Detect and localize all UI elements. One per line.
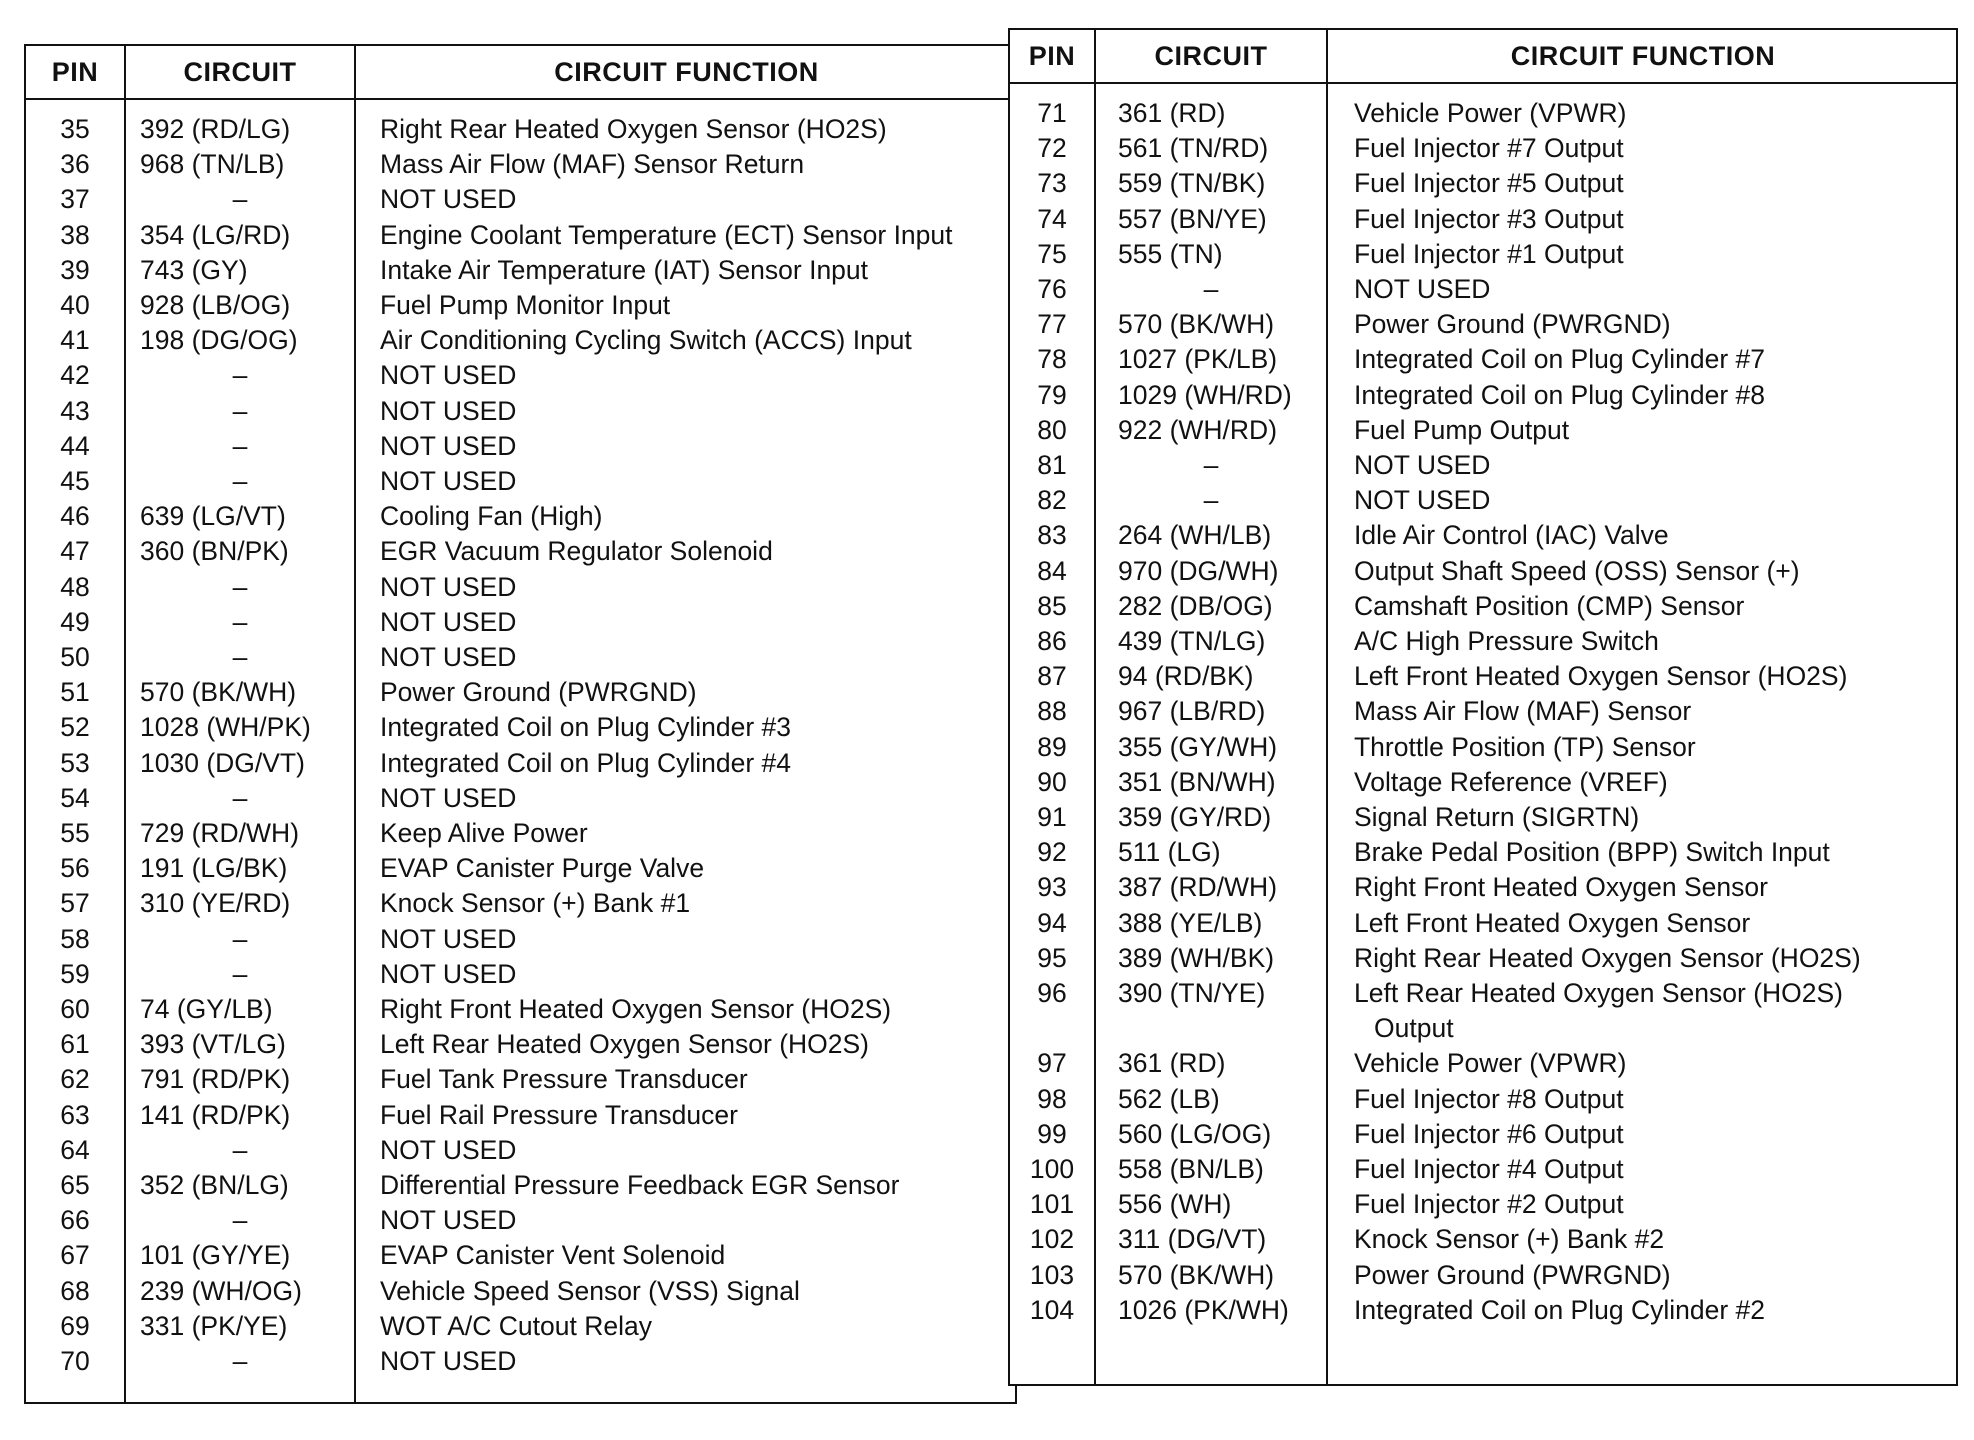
table-row (26, 886, 1015, 921)
circuit-cell: 922 (WH/RD) (1118, 414, 1278, 445)
circuit-column-header: CIRCUIT (183, 57, 297, 87)
circuit-cell: 359 (GY/RD) (1118, 802, 1272, 832)
table-row (1010, 1082, 1956, 1117)
table-row (26, 851, 1015, 886)
table-row (1010, 1293, 1956, 1328)
circuit-cell: 198 (DG/OG) (140, 325, 298, 356)
pin-cell: 54 (60, 782, 90, 813)
function-cell: Signal Return (SIGRTN) (1354, 802, 1640, 832)
table-row (26, 394, 1015, 429)
pin-cell: 98 (1037, 1083, 1067, 1114)
function-cell: EVAP Canister Vent Solenoid (380, 1240, 726, 1271)
function-cell: Mass Air Flow (MAF) Sensor Return (380, 149, 805, 180)
pin-cell: 80 (1037, 414, 1067, 445)
table-row (26, 429, 1015, 464)
circuit-cell: 561 (TN/RD) (1118, 133, 1269, 164)
circuit-cell: 393 (VT/LG) (140, 1029, 286, 1060)
left-table-header (26, 46, 1015, 100)
function-cell: Integrated Coil on Plug Cylinder #8 (1354, 379, 1765, 410)
pin-column-header: PIN (1028, 41, 1076, 71)
table-row (1010, 237, 1956, 272)
function-cell: Right Front Heated Oxygen Sensor (HO2S) (380, 994, 892, 1024)
function-cell: Right Rear Heated Oxygen Sensor (HO2S) (380, 114, 887, 144)
circuit-cell: – (232, 958, 248, 989)
function-cell: Fuel Rail Pressure Transducer (380, 1099, 738, 1130)
circuit-cell: 388 (YE/LB) (1118, 907, 1263, 938)
circuit-cell: – (232, 642, 248, 672)
pin-cell: 37 (60, 184, 90, 215)
table-row (1010, 624, 1956, 659)
circuit-cell: 555 (TN) (1118, 238, 1223, 269)
function-cell: Output (1374, 1013, 1454, 1044)
table-row (1010, 976, 1956, 1011)
function-cell: Fuel Injector #1 Output (1354, 238, 1624, 269)
pin-cell: 78 (1037, 344, 1067, 375)
pin-cell: 40 (60, 290, 90, 320)
circuit-cell: 392 (RD/LG) (140, 114, 291, 144)
table-row (26, 992, 1015, 1027)
pin-cell: 41 (60, 325, 90, 356)
circuit-cell: 389 (WH/BK) (1118, 942, 1275, 973)
pin-cell: 69 (60, 1310, 90, 1341)
function-cell: EGR Vacuum Regulator Solenoid (380, 536, 773, 567)
table-row (1010, 483, 1956, 518)
pin-cell: 36 (60, 149, 90, 180)
circuit-cell: 562 (LB) (1118, 1083, 1220, 1114)
circuit-cell: 352 (BN/LG) (140, 1170, 289, 1200)
table-row (1010, 1187, 1956, 1222)
pin-cell: 93 (1037, 872, 1067, 903)
pin-cell: 102 (1029, 1224, 1075, 1255)
circuit-cell: 360 (BN/PK) (140, 536, 289, 567)
circuit-cell: 743 (GY) (140, 254, 248, 285)
circuit-cell: 387 (RD/WH) (1118, 872, 1278, 903)
circuit-cell: 141 (RD/PK) (140, 1099, 291, 1130)
table-row (1010, 166, 1956, 201)
table-row (1010, 835, 1956, 870)
pin-cell: 92 (1037, 837, 1067, 868)
circuit-column-header: CIRCUIT (1154, 41, 1268, 71)
function-cell: Fuel Injector #2 Output (1354, 1189, 1624, 1220)
circuit-cell: – (232, 782, 248, 813)
pin-cell: 39 (60, 254, 90, 285)
table-row (1010, 906, 1956, 941)
pin-cell: 67 (60, 1240, 90, 1271)
circuit-cell: 791 (RD/PK) (140, 1064, 291, 1095)
function-cell: NOT USED (380, 642, 517, 672)
circuit-cell: 101 (GY/YE) (140, 1240, 291, 1271)
circuit-cell: – (1203, 485, 1219, 516)
table-row (26, 710, 1015, 745)
pin-cell: 76 (1037, 274, 1067, 304)
pin-cell: 57 (60, 888, 90, 919)
function-cell: Camshaft Position (CMP) Sensor (1354, 590, 1745, 621)
pin-cell: 60 (60, 994, 90, 1024)
function-cell: NOT USED (380, 430, 517, 461)
table-row (1010, 307, 1956, 342)
function-cell: Keep Alive Power (380, 818, 588, 848)
pin-cell: 52 (60, 712, 90, 743)
pin-cell: 101 (1029, 1189, 1075, 1220)
table-row (1010, 342, 1956, 377)
table-row (1010, 870, 1956, 905)
function-cell: Power Ground (PWRGND) (380, 677, 697, 708)
function-cell: Throttle Position (TP) Sensor (1354, 731, 1696, 762)
table-row (26, 1133, 1015, 1168)
table-row (26, 288, 1015, 323)
table-row (26, 112, 1015, 147)
pin-cell: 96 (1037, 978, 1067, 1008)
function-cell: Cooling Fan (High) (380, 501, 603, 532)
function-cell: Left Rear Heated Oxygen Sensor (HO2S) (380, 1029, 870, 1060)
pin-cell: 44 (60, 430, 90, 461)
table-row (1010, 1117, 1956, 1152)
circuit-cell: 1029 (WH/RD) (1118, 379, 1292, 410)
function-cell: Voltage Reference (VREF) (1354, 766, 1668, 797)
pin-cell: 51 (60, 677, 90, 708)
function-cell: Fuel Tank Pressure Transducer (380, 1064, 748, 1095)
circuit-cell: 559 (TN/BK) (1118, 168, 1266, 199)
function-cell: Integrated Coil on Plug Cylinder #4 (380, 747, 791, 778)
circuit-cell: – (232, 571, 248, 602)
table-row (1010, 1046, 1956, 1081)
pin-cell: 58 (60, 923, 90, 954)
pin-cell: 86 (1037, 626, 1067, 656)
circuit-cell: 331 (PK/YE) (140, 1310, 288, 1341)
table-row (26, 746, 1015, 781)
table-row (26, 218, 1015, 253)
table-row (26, 1098, 1015, 1133)
circuit-cell: 94 (RD/BK) (1118, 661, 1254, 692)
table-row (26, 781, 1015, 816)
pin-cell: 55 (60, 818, 90, 848)
pin-cell: 75 (1037, 238, 1067, 269)
circuit-cell: 239 (WH/OG) (140, 1275, 302, 1306)
circuit-cell: 355 (GY/WH) (1118, 731, 1278, 762)
pin-cell: 46 (60, 501, 90, 532)
pin-cell: 91 (1037, 802, 1067, 832)
pin-cell: 104 (1029, 1294, 1075, 1325)
circuit-cell: 570 (BK/WH) (1118, 1259, 1275, 1290)
table-row (1010, 765, 1956, 800)
pin-cell: 47 (60, 536, 90, 567)
circuit-cell: 511 (LG) (1118, 837, 1221, 868)
table-row (1010, 730, 1956, 765)
pin-cell: 48 (60, 571, 90, 602)
function-cell: NOT USED (380, 782, 517, 813)
table-row (26, 640, 1015, 675)
circuit-cell: 1030 (DG/VT) (140, 747, 305, 778)
function-cell: Fuel Injector #8 Output (1354, 1083, 1624, 1114)
table-row (26, 605, 1015, 640)
pin-cell: 89 (1037, 731, 1067, 762)
circuit-cell: – (232, 1205, 248, 1236)
circuit-cell: 351 (BN/WH) (1118, 766, 1276, 797)
table-row (26, 816, 1015, 851)
circuit-cell: 557 (BN/YE) (1118, 203, 1267, 234)
circuit-cell: 310 (YE/RD) (140, 888, 291, 919)
table-row (1010, 1152, 1956, 1187)
pin-cell: 66 (60, 1205, 90, 1236)
function-cell: Integrated Coil on Plug Cylinder #3 (380, 712, 791, 743)
pin-cell: 81 (1037, 450, 1067, 480)
function-cell: Left Front Heated Oxygen Sensor (1354, 907, 1751, 938)
circuit-cell: 560 (LG/OG) (1118, 1118, 1272, 1149)
function-cell: NOT USED (1354, 485, 1491, 516)
table-row (1010, 1258, 1956, 1293)
table-row (26, 675, 1015, 710)
pin-cell: 83 (1037, 520, 1067, 551)
function-cell: Fuel Injector #6 Output (1354, 1118, 1624, 1149)
circuit-cell: 264 (WH/LB) (1118, 520, 1272, 551)
function-cell: Air Conditioning Cycling Switch (ACCS) Input (380, 325, 912, 356)
table-row (1010, 518, 1956, 553)
function-cell: NOT USED (380, 606, 517, 637)
pin-cell: 56 (60, 853, 90, 884)
circuit-cell: 639 (LG/VT) (140, 501, 286, 532)
function-cell: Fuel Pump Output (1354, 414, 1570, 445)
circuit-cell: 191 (LG/BK) (140, 853, 288, 884)
table-row (1010, 589, 1956, 624)
function-cell: Power Ground (PWRGND) (1354, 309, 1671, 340)
table-row (26, 464, 1015, 499)
circuit-cell: 361 (RD) (1118, 1048, 1226, 1079)
pin-cell: 95 (1037, 942, 1067, 973)
circuit-cell: – (232, 184, 248, 215)
function-cell: Right Front Heated Oxygen Sensor (1354, 872, 1768, 903)
function-cell: Fuel Pump Monitor Input (380, 290, 671, 320)
function-cell: Left Rear Heated Oxygen Sensor (HO2S) (1354, 978, 1844, 1008)
table-row (26, 323, 1015, 358)
table-row (26, 1344, 1015, 1379)
function-cell: Output Shaft Speed (OSS) Sensor (+) (1354, 555, 1800, 586)
function-cell: NOT USED (380, 184, 517, 215)
table-row (26, 1027, 1015, 1062)
circuit-cell: 1027 (PK/LB) (1118, 344, 1278, 375)
function-cell: Fuel Injector #5 Output (1354, 168, 1624, 199)
circuit-cell: 729 (RD/WH) (140, 818, 300, 848)
table-row (26, 957, 1015, 992)
function-cell: Fuel Injector #7 Output (1354, 133, 1624, 164)
function-cell: NOT USED (1354, 450, 1491, 480)
table-row (26, 570, 1015, 605)
table-row (26, 358, 1015, 393)
table-row (26, 1238, 1015, 1273)
function-cell: Mass Air Flow (MAF) Sensor (1354, 696, 1692, 727)
function-cell: Fuel Injector #4 Output (1354, 1154, 1624, 1184)
table-row (26, 253, 1015, 288)
pin-cell: 79 (1037, 379, 1067, 410)
pin-cell: 61 (60, 1029, 90, 1060)
right-pin-table (1008, 28, 1958, 1386)
function-cell: NOT USED (380, 1205, 517, 1236)
pin-cell: 82 (1037, 485, 1067, 516)
pin-cell: 72 (1037, 133, 1067, 164)
pin-cell: 84 (1037, 555, 1067, 586)
circuit-cell: – (232, 360, 248, 391)
pin-cell: 100 (1029, 1154, 1075, 1184)
table-row (1010, 1222, 1956, 1257)
circuit-cell: – (1203, 274, 1219, 304)
function-cell: Vehicle Power (VPWR) (1354, 1048, 1627, 1079)
circuit-cell: – (232, 430, 248, 461)
pin-cell: 63 (60, 1099, 90, 1130)
table-row (26, 182, 1015, 217)
pin-column-header: PIN (51, 57, 99, 87)
function-cell: EVAP Canister Purge Valve (380, 853, 705, 884)
function-cell: Integrated Coil on Plug Cylinder #2 (1354, 1294, 1765, 1325)
pin-cell: 53 (60, 747, 90, 778)
pin-cell: 42 (60, 360, 90, 391)
circuit-cell: – (232, 923, 248, 954)
function-cell: NOT USED (380, 571, 517, 602)
table-row (26, 499, 1015, 534)
pin-cell: 59 (60, 958, 90, 989)
circuit-cell: 1028 (WH/PK) (140, 712, 311, 743)
circuit-cell: – (232, 1346, 248, 1376)
circuit-cell: 556 (WH) (1118, 1189, 1232, 1220)
circuit-cell: 361 (RD) (1118, 98, 1226, 128)
function-cell: NOT USED (1354, 274, 1491, 304)
circuit-cell: 970 (DG/WH) (1118, 555, 1279, 586)
pin-cell: 94 (1037, 907, 1067, 938)
function-cell: Right Rear Heated Oxygen Sensor (HO2S) (1354, 942, 1861, 973)
table-row (1010, 800, 1956, 835)
pin-cell: 62 (60, 1064, 90, 1095)
pin-cell: 45 (60, 466, 90, 496)
function-cell: A/C High Pressure Switch (1354, 626, 1659, 656)
table-row (1010, 202, 1956, 237)
table-row (1010, 96, 1956, 131)
circuit-cell: – (232, 395, 248, 426)
table-row (26, 1274, 1015, 1309)
circuit-cell: – (232, 466, 248, 496)
table-row (1010, 131, 1956, 166)
function-cell: Knock Sensor (+) Bank #2 (1354, 1224, 1665, 1255)
table-row (1010, 941, 1956, 976)
pin-cell: 65 (60, 1170, 90, 1200)
function-cell: Intake Air Temperature (IAT) Sensor Input (380, 254, 869, 285)
function-column-header: CIRCUIT FUNCTION (554, 57, 819, 87)
circuit-cell: 439 (TN/LG) (1118, 626, 1266, 656)
circuit-cell: 311 (DG/VT) (1118, 1224, 1267, 1255)
function-cell: Engine Coolant Temperature (ECT) Sensor Input (380, 219, 953, 250)
table-row (26, 1309, 1015, 1344)
circuit-cell: 74 (GY/LB) (140, 994, 273, 1024)
table-row (26, 922, 1015, 957)
function-cell: NOT USED (380, 360, 517, 391)
function-cell: Left Front Heated Oxygen Sensor (HO2S) (1354, 661, 1848, 692)
table-row (1010, 272, 1956, 307)
table-row (26, 1203, 1015, 1238)
circuit-cell: – (1203, 450, 1219, 480)
table-row (1010, 413, 1956, 448)
function-cell: Vehicle Speed Sensor (VSS) Signal (380, 1275, 800, 1306)
table-row (26, 1062, 1015, 1097)
circuit-cell: 282 (DB/OG) (1118, 590, 1273, 621)
function-cell: Brake Pedal Position (BPP) Switch Input (1354, 837, 1830, 868)
pin-cell: 77 (1037, 309, 1067, 340)
pin-cell: 49 (60, 606, 90, 637)
table-row (1010, 659, 1956, 694)
circuit-cell: 968 (TN/LB) (140, 149, 285, 180)
function-cell: NOT USED (380, 395, 517, 426)
pin-cell: 74 (1037, 203, 1067, 234)
circuit-cell: 570 (BK/WH) (1118, 309, 1275, 340)
function-cell: Integrated Coil on Plug Cylinder #7 (1354, 344, 1765, 375)
table-row (1010, 378, 1956, 413)
pin-cell: 50 (60, 642, 90, 672)
circuit-cell: 1026 (PK/WH) (1118, 1294, 1289, 1325)
function-cell: Idle Air Control (IAC) Valve (1354, 520, 1669, 551)
right-table-header (1010, 30, 1956, 84)
function-cell: WOT A/C Cutout Relay (380, 1310, 652, 1341)
pin-cell: 64 (60, 1134, 90, 1165)
circuit-cell: 967 (LB/RD) (1118, 696, 1266, 727)
pin-cell: 71 (1037, 98, 1067, 128)
table-row (26, 1168, 1015, 1203)
left-pin-table (24, 44, 1017, 1404)
function-cell: Fuel Injector #3 Output (1354, 203, 1624, 234)
function-cell: NOT USED (380, 958, 517, 989)
function-cell: NOT USED (380, 923, 517, 954)
table-row (1010, 554, 1956, 589)
function-cell: Vehicle Power (VPWR) (1354, 98, 1627, 128)
pin-cell: 85 (1037, 590, 1067, 621)
circuit-cell: 570 (BK/WH) (140, 677, 297, 708)
function-column-header: CIRCUIT FUNCTION (1510, 41, 1776, 71)
pin-cell: 90 (1037, 766, 1067, 797)
pin-cell: 38 (60, 219, 90, 250)
table-row (1010, 694, 1956, 729)
function-cell: NOT USED (380, 1134, 517, 1165)
function-cell: Knock Sensor (+) Bank #1 (380, 888, 691, 919)
circuit-cell: 390 (TN/YE) (1118, 978, 1266, 1008)
table-row (1010, 448, 1956, 483)
pin-cell: 97 (1037, 1048, 1067, 1079)
circuit-cell: – (232, 606, 248, 637)
table-row (26, 534, 1015, 569)
table-row (26, 147, 1015, 182)
circuit-cell: 928 (LB/OG) (140, 290, 291, 320)
pin-cell: 68 (60, 1275, 90, 1306)
pin-cell: 43 (60, 395, 90, 426)
circuit-cell: 354 (LG/RD) (140, 219, 291, 250)
function-cell: Power Ground (PWRGND) (1354, 1259, 1671, 1290)
pin-cell: 70 (60, 1346, 90, 1376)
table-row (1010, 1011, 1956, 1046)
pin-cell: 35 (60, 114, 90, 144)
circuit-cell: 558 (BN/LB) (1118, 1154, 1264, 1184)
pin-cell: 103 (1029, 1259, 1075, 1290)
circuit-cell: – (232, 1134, 248, 1165)
pin-cell: 73 (1037, 168, 1067, 199)
function-cell: NOT USED (380, 466, 517, 496)
function-cell: NOT USED (380, 1346, 517, 1376)
pin-cell: 87 (1037, 661, 1067, 692)
function-cell: Differential Pressure Feedback EGR Sensor (380, 1170, 900, 1200)
pin-cell: 88 (1037, 696, 1067, 727)
pin-cell: 99 (1037, 1118, 1067, 1149)
